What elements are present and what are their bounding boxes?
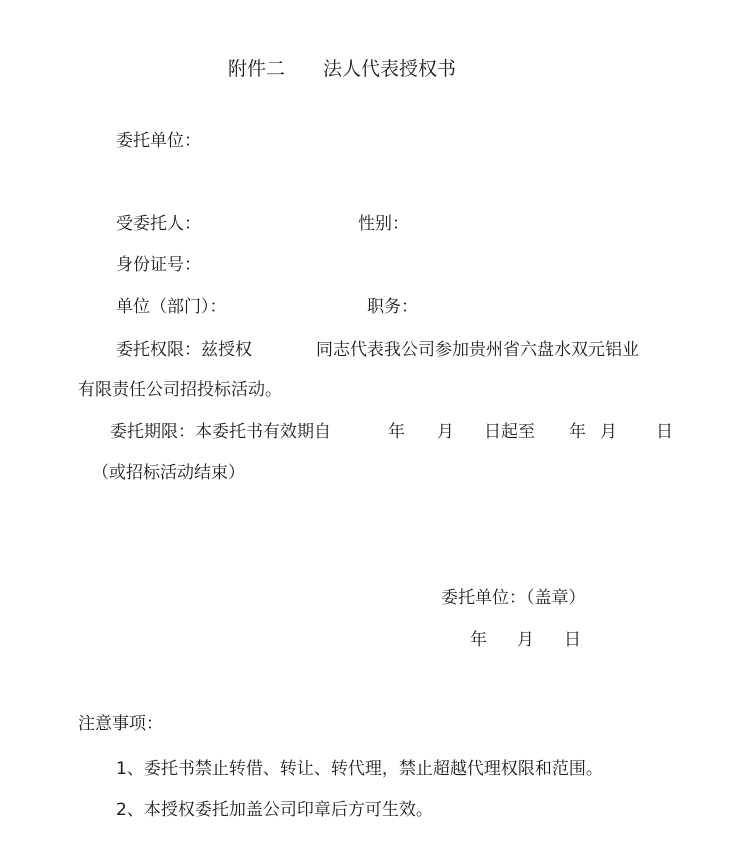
period-month-2: 月 <box>600 422 617 442</box>
period-year-2: 年 <box>569 422 586 442</box>
period-day-2: 日 <box>656 422 673 442</box>
sign-year: 年 <box>470 630 487 650</box>
doc-title-prefix: 附件二 <box>228 58 286 80</box>
period-day-from: 日起至 <box>484 422 535 442</box>
department-label: 单位（部门）： <box>116 297 227 317</box>
trustee-label: 受委托人： <box>116 214 201 234</box>
period-year-1: 年 <box>388 422 405 442</box>
sign-month: 月 <box>517 630 534 650</box>
scope-label: 委托权限：兹授权 <box>116 340 252 360</box>
note-item-2: 2、本授权委托加盖公司印章后方可生效。 <box>116 800 433 820</box>
period-label: 委托期限：本委托书有效期自 <box>110 422 331 442</box>
entrust-unit-label: 委托单位： <box>116 131 201 151</box>
notes-heading: 注意事项： <box>78 714 163 734</box>
id-number-label: 身份证号： <box>116 255 201 275</box>
scope-text-line1: 同志代表我公司参加贵州省六盘水双元铝业 <box>316 340 639 360</box>
doc-title: 法人代表授权书 <box>323 58 457 80</box>
gender-label: 性别： <box>358 214 409 234</box>
period-month-1: 月 <box>437 422 454 442</box>
period-end-note: （或招标活动结束） <box>92 463 245 483</box>
seal-label: 委托单位：（盖章） <box>441 588 586 608</box>
sign-day: 日 <box>564 630 581 650</box>
scope-text-line2: 有限责任公司招投标活动。 <box>78 380 282 400</box>
position-label: 职务： <box>367 297 418 317</box>
note-item-1: 1、委托书禁止转借、转让、转代理，禁止超越代理权限和范围。 <box>116 759 603 779</box>
